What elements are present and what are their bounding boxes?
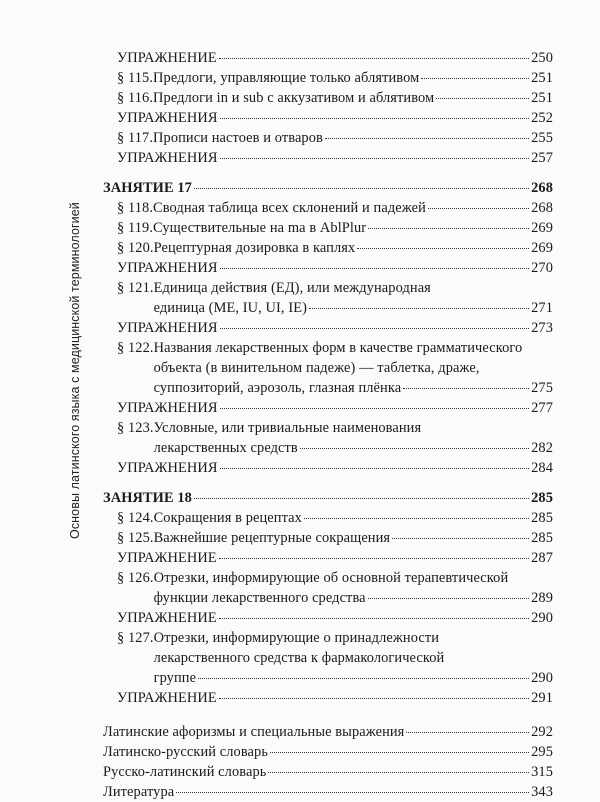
dot-leader — [220, 268, 530, 269]
toc-entry — [103, 338, 553, 398]
toc-section-number: § 124. — [117, 510, 154, 526]
toc-entry-title-line: лекарственного средства к фармакологической — [153, 650, 445, 666]
toc-entry-title-line: единица (ME, IU, UI, IE) — [153, 300, 307, 316]
dot-leader — [219, 58, 529, 59]
toc-page-number: 285 — [531, 490, 553, 506]
toc-entry-title-line: Условные, или тривиальные наименования — [153, 420, 422, 436]
toc-entry — [103, 198, 553, 218]
dot-leader — [220, 158, 530, 159]
toc-page-number: 285 — [531, 510, 553, 526]
toc-section-number: § 125. — [117, 530, 154, 546]
toc-entry-title-line: Названия лекарственных форм в качестве грамматического — [153, 340, 523, 356]
toc-entry-title-line: УПРАЖНЕНИЕ — [117, 610, 217, 626]
dot-leader — [368, 228, 529, 229]
toc-page-number: 295 — [531, 744, 553, 760]
toc-entry-title-line: УПРАЖНЕНИЕ — [117, 690, 217, 706]
toc-page-number: 282 — [531, 440, 553, 456]
dot-leader — [194, 188, 529, 189]
dot-leader — [268, 772, 529, 773]
toc-section-number: § 121. — [117, 280, 154, 296]
toc-page-number: 292 — [531, 724, 553, 740]
dot-leader — [198, 678, 529, 679]
toc-page-number: 273 — [531, 320, 553, 336]
dot-leader — [220, 408, 530, 409]
toc-entry — [103, 762, 553, 782]
toc-section-number: § 116. — [117, 90, 154, 106]
toc-entry-title-line: УПРАЖНЕНИЯ — [117, 110, 218, 126]
toc-entry — [103, 528, 553, 548]
toc-entry-title-line: УПРАЖНЕНИЯ — [117, 150, 218, 166]
toc-entry — [103, 258, 553, 278]
running-head-vertical: Основы латинского языка с медицинской терминологией — [68, 202, 82, 540]
dot-leader — [357, 248, 529, 249]
toc-page-number: 251 — [531, 90, 553, 106]
toc-entry — [103, 88, 553, 108]
toc-entry — [103, 688, 553, 708]
dot-leader — [219, 698, 529, 699]
toc-entry — [103, 238, 553, 258]
toc-entry-title-line: Латинско-русский словарь — [103, 744, 268, 760]
toc-entry — [103, 418, 553, 458]
toc-page-number: 275 — [531, 380, 553, 396]
toc-entry-title-line: Предлоги in и sub с аккузативом и аблятивом — [153, 90, 435, 106]
toc-entry-title-line: лекарственных средств — [153, 440, 298, 456]
toc-entry — [103, 628, 553, 688]
toc-section-number: § 126. — [117, 570, 154, 586]
dot-leader — [421, 78, 529, 79]
toc-page-number: 285 — [531, 530, 553, 546]
toc-entry — [103, 318, 553, 338]
toc-entry-title-line: Сводная таблица всех склонений и падежей — [153, 200, 426, 216]
toc-page-number: 270 — [531, 260, 553, 276]
toc-section-number: § 120. — [117, 240, 154, 256]
toc-page-number: 250 — [531, 50, 553, 66]
toc-entry-title-line: ЗАНЯТИЕ 18 — [103, 490, 192, 506]
toc-entry-title-line: УПРАЖНЕНИЕ — [117, 550, 217, 566]
toc-entry — [103, 108, 553, 128]
toc-entry-title-line: УПРАЖНЕНИЯ — [117, 460, 218, 476]
toc-entry-title-line: объекта (в винительном падеже) — таблетка, драже, — [153, 360, 480, 376]
toc-entry-title-line: УПРАЖНЕНИЯ — [117, 260, 218, 276]
toc-section-number: § 127. — [117, 630, 154, 646]
toc-entry-title-line: УПРАЖНЕНИЯ — [117, 400, 218, 416]
toc-entry — [103, 722, 553, 742]
dot-leader — [309, 308, 529, 309]
toc-entry-title-line: ЗАНЯТИЕ 17 — [103, 180, 192, 196]
toc-entry-title-line: суппозиторий, аэрозоль, глазная плёнка — [153, 380, 402, 396]
dot-leader — [176, 792, 529, 793]
toc-entry — [103, 782, 553, 802]
toc-entry-title-line: Сокращения в рецептах — [153, 510, 302, 526]
dot-leader — [368, 598, 529, 599]
toc-entry — [103, 488, 553, 508]
toc-page-number: 315 — [531, 764, 553, 780]
dot-leader — [220, 118, 530, 119]
toc-entry-title-line: Прописи настоев и отваров — [153, 130, 323, 146]
toc-entry-title-line: Важнейшие рецептурные сокращения — [153, 530, 391, 546]
toc-entry — [103, 128, 553, 148]
toc-entry-title-line: Русско-латинский словарь — [103, 764, 267, 780]
toc-page-number: 269 — [531, 220, 553, 236]
toc-entry — [103, 178, 553, 198]
toc-page-number: 343 — [531, 784, 553, 800]
toc-page-number: 284 — [531, 460, 553, 476]
dot-leader — [219, 558, 529, 559]
toc-section-number: § 119. — [117, 220, 154, 236]
toc-page-number: 289 — [531, 590, 553, 606]
toc-page-number: 291 — [531, 690, 553, 706]
toc-entry-title-line: Литература — [103, 784, 175, 800]
toc-section-number: § 117. — [117, 130, 154, 146]
toc-page-number: 268 — [531, 200, 553, 216]
toc-entry — [103, 508, 553, 528]
toc-entry — [103, 148, 553, 168]
dot-leader — [220, 468, 530, 469]
toc-entry — [103, 568, 553, 608]
toc-page-number: 290 — [531, 610, 553, 626]
dot-leader — [403, 388, 529, 389]
toc-entry-title-line: функции лекарственного средства — [153, 590, 366, 606]
dot-leader — [406, 732, 529, 733]
dot-leader — [194, 498, 529, 499]
toc-entry-title-line: УПРАЖНЕНИЯ — [117, 320, 218, 336]
toc-entry — [103, 742, 553, 762]
toc-entry — [103, 398, 553, 418]
toc-entry-title-line: Предлоги, управляющие только аблятивом — [153, 70, 420, 86]
toc-entry — [103, 278, 553, 318]
toc-page-number: 255 — [531, 130, 553, 146]
toc-page-number: 251 — [531, 70, 553, 86]
toc-page-number: 257 — [531, 150, 553, 166]
toc-entry — [103, 48, 553, 68]
dot-leader — [304, 518, 529, 519]
toc-entry — [103, 458, 553, 478]
toc-page-number: 268 — [531, 180, 553, 196]
toc-entry-title-line: Существительные на ma в AblPlur — [153, 220, 367, 236]
toc-page-number: 290 — [531, 670, 553, 686]
toc-entry-title-line: УПРАЖНЕНИЕ — [117, 50, 217, 66]
toc-page-number: 287 — [531, 550, 553, 566]
toc-entry — [103, 548, 553, 568]
toc-entry-title-line: Латинские афоризмы и специальные выражения — [103, 724, 405, 740]
toc-entry — [103, 68, 553, 88]
toc-entry — [103, 218, 553, 238]
toc-page-number: 277 — [531, 400, 553, 416]
dot-leader — [270, 752, 529, 753]
dot-leader — [428, 208, 529, 209]
toc-page-number: 252 — [531, 110, 553, 126]
toc-section-number: § 123. — [117, 420, 154, 436]
dot-leader — [220, 328, 530, 329]
toc-entry-title-line: Рецептурная дозировка в каплях — [153, 240, 356, 256]
dot-leader — [219, 618, 529, 619]
table-of-contents — [103, 48, 553, 802]
dot-leader — [325, 138, 529, 139]
toc-section-number: § 122. — [117, 340, 154, 356]
toc-section-number: § 118. — [117, 200, 154, 216]
dot-leader — [392, 538, 529, 539]
toc-entry-title-line: Отрезки, информирующие о принадлежности — [153, 630, 440, 646]
dot-leader — [300, 448, 529, 449]
toc-page-number: 271 — [531, 300, 553, 316]
toc-entry-title-line: Отрезки, информирующие об основной терапевтической — [153, 570, 509, 586]
toc-entry-title-line: Единица действия (ЕД), или международная — [153, 280, 431, 296]
dot-leader — [436, 98, 529, 99]
toc-entry — [103, 608, 553, 628]
toc-section-number: § 115. — [117, 70, 154, 86]
toc-page-number: 269 — [531, 240, 553, 256]
toc-entry-title-line: группе — [153, 670, 197, 686]
